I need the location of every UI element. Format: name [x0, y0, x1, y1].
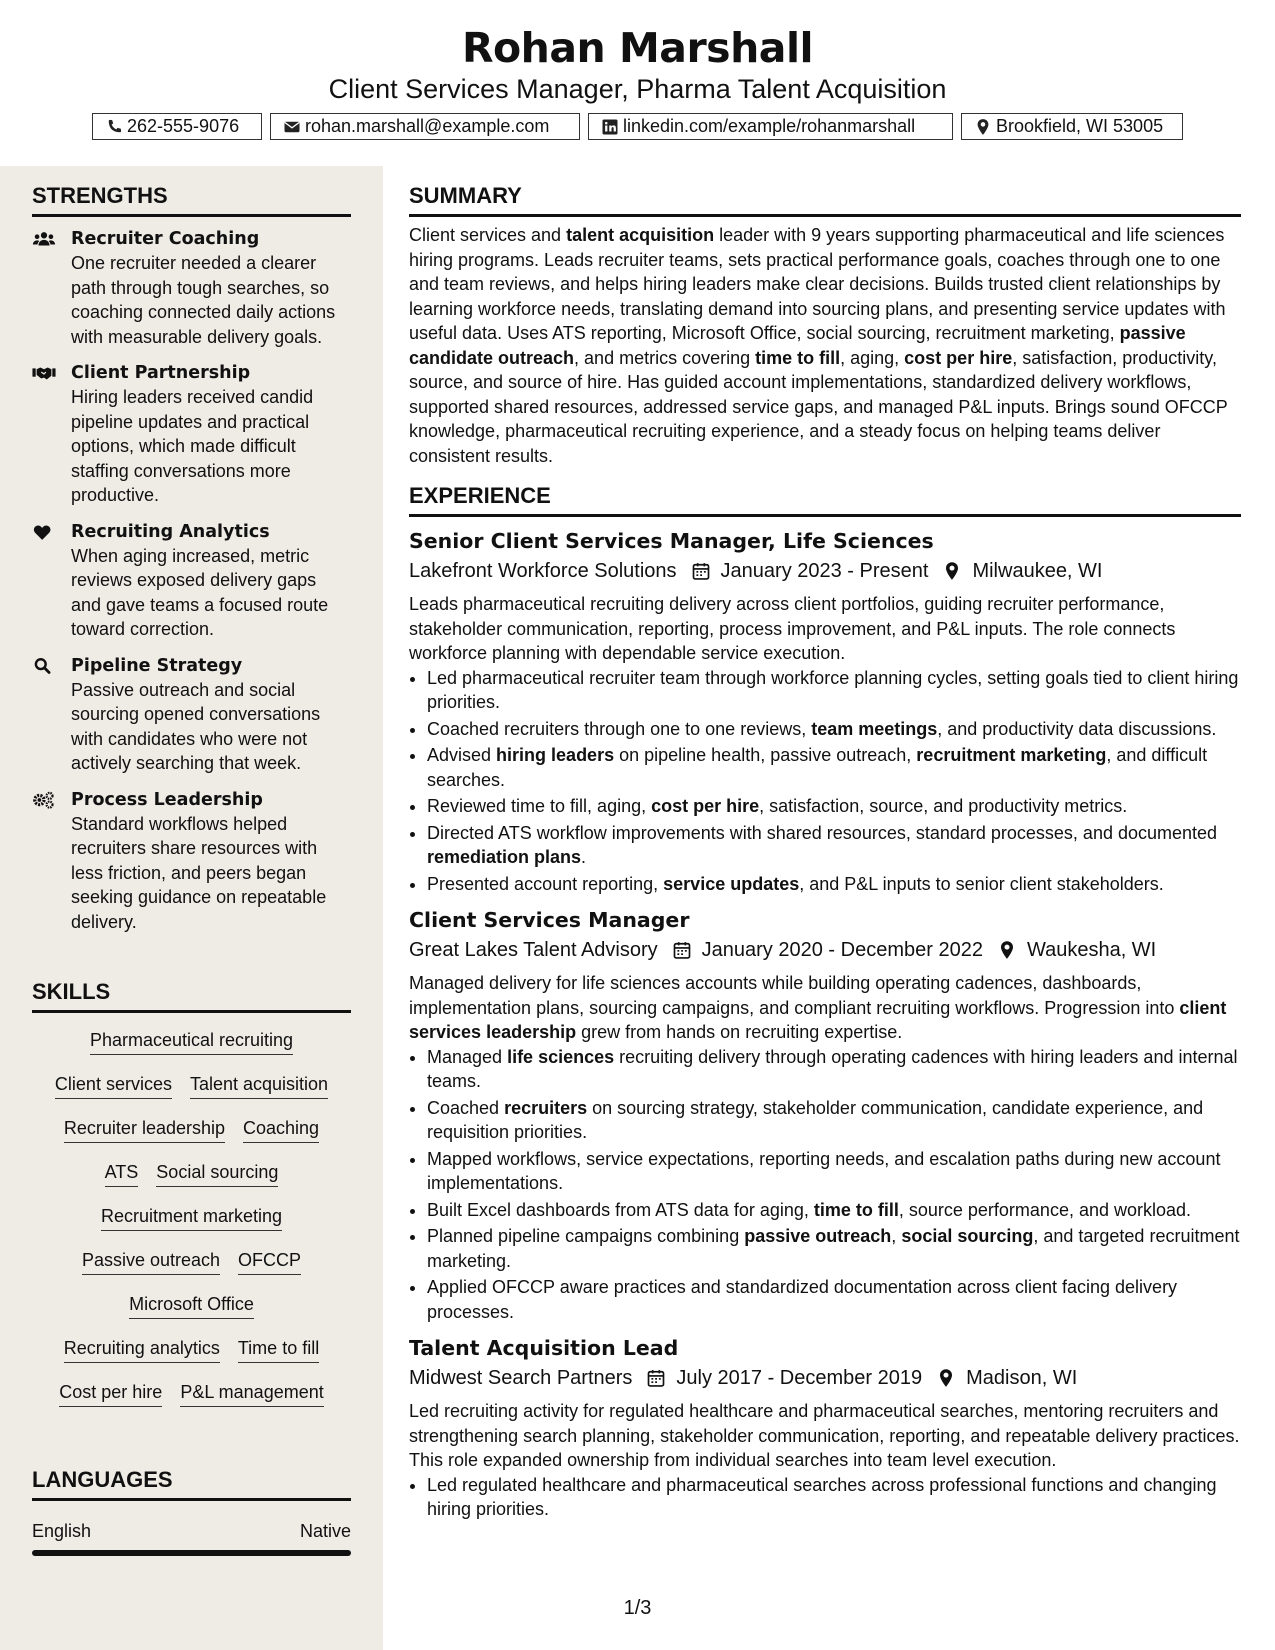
summary-text: [409, 223, 1241, 468]
map-pin-icon: [936, 1368, 956, 1388]
experience-section: [409, 482, 1241, 1522]
contact-linkedin[interactable]: [588, 113, 953, 140]
skills-list: [32, 1028, 351, 1407]
strength-title: Recruiting Analytics: [71, 521, 270, 542]
job-dates: January 2023 - Present: [720, 560, 929, 582]
text-run: .: [581, 847, 587, 867]
text-run: Coached recruiters through one to one reviews,: [427, 718, 812, 739]
bold-text: cost per hire: [651, 796, 760, 816]
strength-item: [32, 520, 351, 642]
text-run: Planned pipeline campaigns combining: [427, 1226, 745, 1246]
contact-phone[interactable]: [92, 113, 262, 140]
skill-tag: Social sourcing: [156, 1160, 278, 1187]
text-run: , and difficult searches.: [427, 745, 1208, 790]
skill-row: [32, 1380, 351, 1407]
job-dates: January 2020 - December 2022: [701, 939, 983, 961]
strength-title: Pipeline Strategy: [71, 655, 243, 676]
skill-tag: Recruiting analytics: [64, 1336, 220, 1363]
skill-tag: Cost per hire: [59, 1380, 162, 1407]
text-run: , and metrics covering: [574, 347, 756, 368]
text-run: Managed: [427, 1046, 508, 1067]
job-location: Milwaukee, WI: [972, 560, 1103, 582]
skill-row: [32, 1336, 351, 1363]
job-bullet: [427, 717, 1241, 742]
job-bullet: [427, 1096, 1241, 1145]
skill-tag: Recruitment marketing: [101, 1204, 282, 1231]
text-run: Presented account reporting,: [427, 873, 664, 894]
skill-tag: Passive outreach: [82, 1248, 220, 1275]
contact-location: [961, 113, 1183, 140]
job-title: Talent Acquisition Lead: [409, 1336, 679, 1360]
language-level: Native: [299, 1521, 351, 1541]
language-row: [32, 1521, 351, 1542]
text-run: Mapped workflows, service expectations, reporting needs, and escalation paths during new account implementations.: [427, 1148, 1221, 1193]
skill-tag: Recruiter leadership: [64, 1116, 225, 1143]
text-run: Led regulated healthcare and pharmaceutical searches across professional functions and changing hiring priorities.: [427, 1474, 1217, 1519]
text-run: , and targeted recruitment marketing.: [427, 1226, 1240, 1271]
job-location: Madison, WI: [966, 1367, 1078, 1389]
calendar-icon: [646, 1368, 666, 1388]
skill-tag: P&L management: [180, 1380, 323, 1407]
text-run: Reviewed time to fill, aging,: [427, 796, 652, 816]
job-entry: [409, 906, 1241, 1324]
text-run: Led pharmaceutical recruiter team through workforce planning cycles, setting goals tied to client hiring priorities.: [427, 667, 1239, 712]
text-run: Leads pharmaceutical recruiting delivery across client portfolios, guiding recruiter performance, stakeholder communication, reporting, process improvement, and P&L inputs. The role connects workforce planning with dependable service execution.: [409, 594, 1176, 663]
skill-tag: ATS: [105, 1160, 139, 1187]
bold-text: service updates: [663, 873, 800, 894]
skill-row: [32, 1292, 351, 1319]
job-bullets: [409, 1473, 1241, 1522]
bold-text: hiring leaders: [496, 745, 615, 765]
skill-tag: Time to fill: [238, 1336, 319, 1363]
strengths-title: STRENGTHS: [32, 182, 351, 217]
bold-text: team meetings: [811, 718, 938, 739]
text-run: Directed ATS workflow improvements with shared resources, standard processes, and documented: [427, 822, 1218, 843]
skill-row: [32, 1248, 351, 1275]
job-bullet: [427, 1224, 1241, 1273]
job-description: [409, 1399, 1241, 1473]
summary-title: SUMMARY: [409, 182, 1241, 217]
languages-title: LANGUAGES: [32, 1466, 351, 1501]
skill-tag: Pharmaceutical recruiting: [90, 1028, 293, 1055]
bold-text: recruitment marketing: [916, 745, 1107, 765]
text-run: Applied OFCCP aware practices and standardized documentation across client facing delivery processes.: [427, 1277, 1178, 1322]
bold-text: recruiters: [504, 1097, 588, 1118]
job-bullet: [427, 1275, 1241, 1324]
text-run: , satisfaction, source, and productivity metrics.: [759, 796, 1128, 816]
job-company: Lakefront Workforce Solutions: [409, 560, 677, 582]
job-bullet: [427, 872, 1241, 897]
text-run: leader with 9 years supporting pharmaceutical and life sciences hiring programs. Leads recruiter teams, sets practical performance goals, coaches through one to one and team reviews, and helps hiring leaders make clear decisions. Builds trusted client relationships by learning workforce needs, translating demand into sourcing plans, and presenting service updates with useful data. Uses ATS reporting, Microsoft Office, social sourcing, recruitment marketing,: [409, 225, 1226, 343]
text-run: Led recruiting activity for regulated healthcare and pharmaceutical searches, mentoring recruiters and strengthening search planning, stakeholder communication, reporting, and repeatable delivery practices. This role expanded ownership from individual searches into team level execution.: [409, 1401, 1240, 1470]
bold-text: passive outreach: [744, 1226, 892, 1246]
text-run: ,: [891, 1226, 902, 1246]
calendar-icon: [672, 940, 692, 960]
contact-text: 262-555-9076: [127, 116, 240, 136]
contact-text: rohan.marshall@example.com: [305, 116, 550, 136]
job-location: Waukesha, WI: [1026, 939, 1157, 961]
job-company: Great Lakes Talent Advisory: [409, 939, 658, 961]
skills-section: [32, 978, 351, 1424]
skill-tag: OFCCP: [238, 1248, 301, 1275]
strength-desc: Hiring leaders received candid pipeline updates and practical options, which made difficult staffing conversations more productive.: [71, 387, 314, 505]
users-icon: [32, 229, 56, 249]
text-run: , satisfaction, productivity, source, and source of hire. Has guided account implementations, standardized delivery workflows, supported shared resources, addressed service gaps, and managed P&L inputs. Brings sound OFCCP knowledge, pharmaceutical recruiting experience, and a steady focus on helping teams deliver consistent results.: [409, 347, 1228, 466]
linkedin-icon: [601, 118, 619, 136]
heart-icon: [32, 522, 56, 542]
experience-title: EXPERIENCE: [409, 482, 1241, 517]
job-meta: [409, 556, 1241, 586]
text-run: Managed delivery for life sciences accounts while building operating cadences, dashboards, implementation plans, sourcing campaigns, and compliant recruiting workflows. Progression into: [409, 973, 1180, 1018]
text-run: grew from hands on recruiting expertise.: [576, 1022, 903, 1042]
text-run: on pipeline health, passive outreach,: [614, 745, 917, 765]
main-content: [409, 166, 1241, 1524]
skill-tag: Talent acquisition: [190, 1072, 328, 1099]
job-bullet: [427, 1045, 1241, 1094]
strength-item: [32, 227, 351, 349]
bold-text: client services leadership: [409, 997, 1227, 1042]
job-bullet: [427, 1198, 1241, 1223]
skill-tag: Client services: [55, 1072, 172, 1099]
text-run: Coached: [427, 1097, 505, 1118]
contact-bar: [0, 113, 1275, 140]
summary-section: [409, 182, 1241, 468]
bold-text: social sourcing: [901, 1226, 1034, 1246]
map-pin-icon: [974, 118, 992, 136]
job-entry: [409, 527, 1241, 896]
text-run: on sourcing strategy, stakeholder communication, candidate experience, and requisition priorities.: [427, 1097, 1204, 1142]
candidate-name: Rohan Marshall: [461, 24, 814, 72]
job-entry: [409, 1334, 1241, 1522]
job-bullet: [427, 743, 1241, 792]
text-run: , aging,: [840, 347, 905, 368]
handshake-icon: [32, 363, 56, 383]
skill-row: [32, 1072, 351, 1099]
language-name: English: [32, 1521, 92, 1541]
skill-tag: Microsoft Office: [129, 1292, 254, 1319]
strength-desc: When aging increased, metric reviews exposed delivery gaps and gave teams a focused route toward correction.: [71, 545, 329, 639]
bold-text: time to fill: [813, 1199, 899, 1220]
text-run: , source performance, and workload.: [898, 1199, 1192, 1220]
map-pin-icon: [942, 561, 962, 581]
strength-title: Client Partnership: [71, 363, 251, 383]
search-icon: [32, 656, 56, 676]
languages-section: [32, 1466, 351, 1556]
job-title: Senior Client Services Manager, Life Sciences: [409, 529, 934, 553]
envelope-icon: [283, 118, 301, 136]
strength-desc: One recruiter needed a clearer path through tough searches, so coaching connected daily actions with measurable delivery goals.: [71, 253, 336, 347]
job-description: [409, 971, 1241, 1045]
text-run: , and P&L inputs to senior client stakeholders.: [799, 873, 1164, 894]
text-run: Advised: [427, 745, 497, 765]
text-run: , and productivity data discussions.: [937, 718, 1217, 739]
calendar-icon: [691, 561, 711, 581]
gears-icon: [32, 790, 56, 810]
phone-icon: [105, 118, 123, 136]
skill-row: [32, 1116, 351, 1143]
bold-text: time to fill: [755, 347, 841, 368]
contact-email[interactable]: [270, 113, 580, 140]
headline: Client Services Manager, Pharma Talent Acquisition: [328, 74, 947, 104]
job-meta: [409, 1363, 1241, 1393]
bold-text: talent acquisition: [566, 225, 715, 245]
job-company: Midwest Search Partners: [409, 1367, 633, 1389]
text-run: Client services and: [409, 225, 567, 245]
bold-text: cost per hire: [904, 347, 1013, 368]
job-bullet: [427, 1147, 1241, 1196]
skills-title: SKILLS: [32, 978, 351, 1013]
bold-text: passive candidate outreach: [409, 323, 1186, 368]
job-bullet: [427, 794, 1241, 819]
page-number: 1/3: [623, 1597, 652, 1619]
job-meta: [409, 935, 1241, 965]
job-bullet: [427, 821, 1241, 870]
strength-desc: Passive outreach and social sourcing opened conversations with candidates who were not actively searching that week.: [71, 679, 321, 773]
strength-item: [32, 654, 351, 776]
job-bullets: [409, 1045, 1241, 1325]
contact-text: linkedin.com/example/rohanmarshall: [623, 116, 916, 136]
strength-item: [32, 361, 351, 508]
job-bullets: [409, 666, 1241, 897]
strength-desc: Standard workflows helped recruiters share resources with less friction, and peers began seeking guidance on repeatable delivery.: [71, 813, 327, 932]
job-bullet: [427, 1473, 1241, 1522]
strength-title: Process Leadership: [71, 789, 263, 810]
strengths-section: [32, 182, 351, 946]
text-run: Built Excel dashboards from ATS data for aging,: [427, 1199, 814, 1220]
map-pin-icon: [997, 940, 1017, 960]
bold-text: remediation plans: [427, 847, 582, 867]
sidebar: [0, 166, 383, 1650]
job-list: [409, 527, 1241, 1522]
resume-header: [0, 0, 1275, 166]
job-title: Client Services Manager: [409, 908, 690, 932]
contact-text: Brookfield, WI 53005: [996, 116, 1164, 136]
skill-row: [32, 1160, 351, 1187]
skill-tag: Coaching: [243, 1116, 319, 1143]
strength-item: [32, 788, 351, 935]
skill-row: [32, 1204, 351, 1231]
language-level-bar: [32, 1550, 351, 1556]
skill-row: [32, 1028, 351, 1055]
job-bullet: [427, 666, 1241, 715]
text-run: recruiting delivery through operating cadences with hiring leaders and internal teams.: [427, 1046, 1238, 1091]
strength-title: Recruiter Coaching: [71, 229, 260, 249]
job-description: [409, 592, 1241, 666]
job-dates: July 2017 - December 2019: [676, 1367, 923, 1389]
bold-text: life sciences: [507, 1046, 615, 1067]
